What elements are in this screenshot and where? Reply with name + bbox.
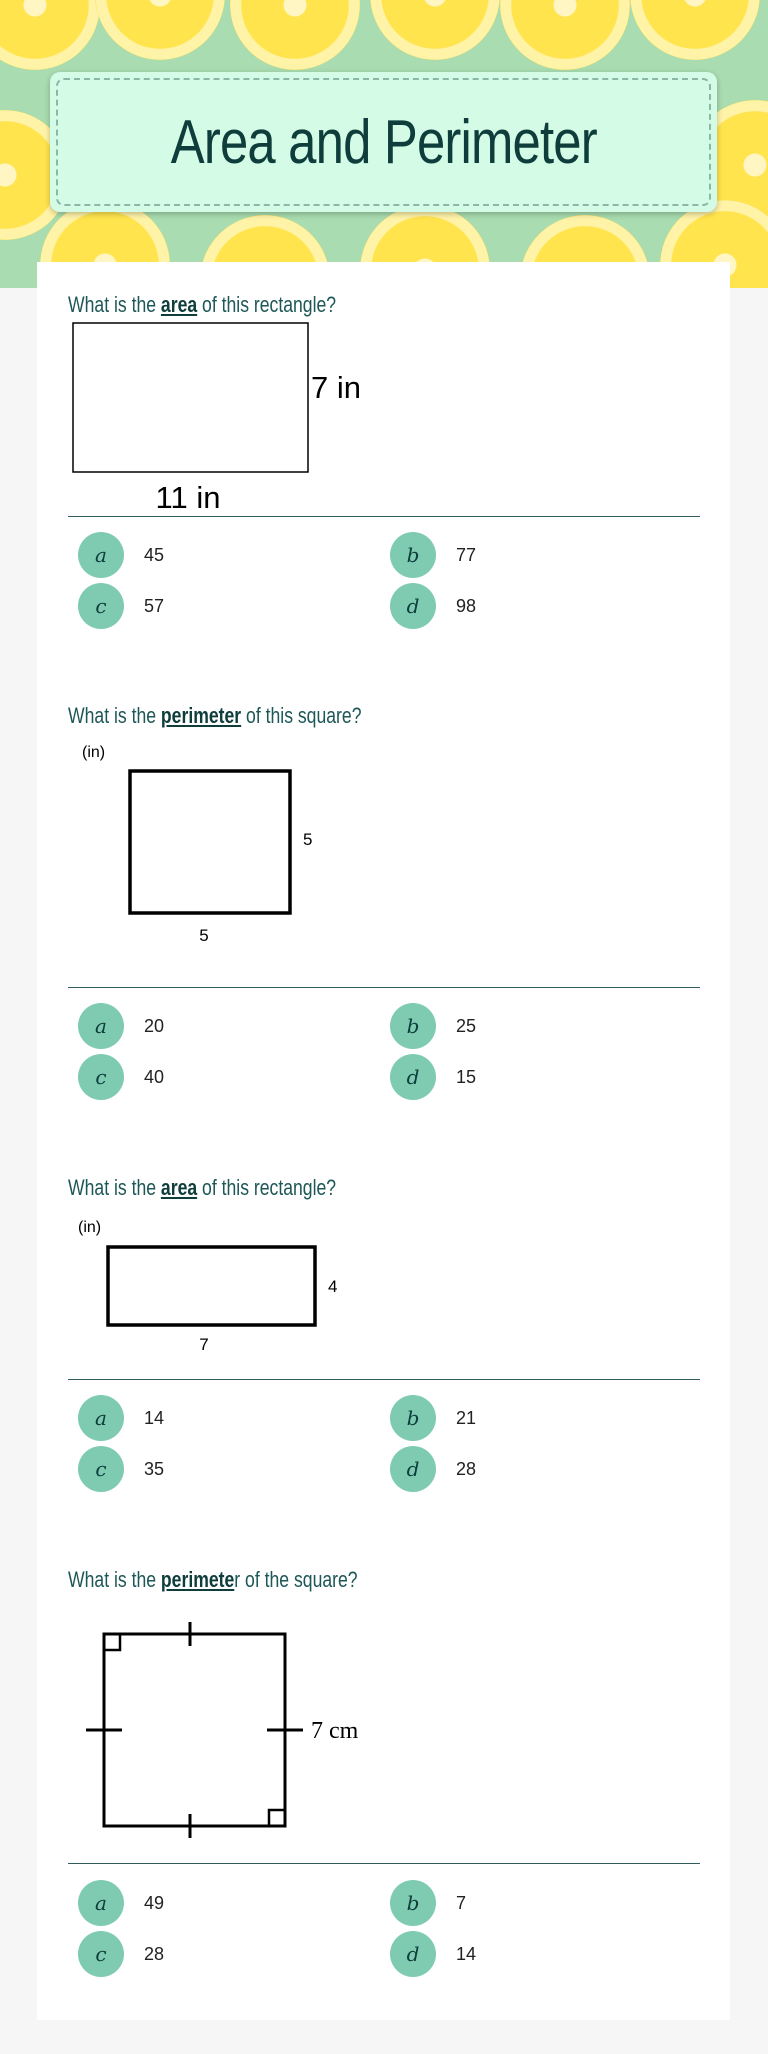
square-figure (68, 1617, 388, 1857)
question-prefix: What is the (68, 1175, 161, 1200)
width-label: 11 in (155, 480, 221, 510)
choice-a[interactable] (78, 1003, 164, 1049)
choice-letter-badge: a (78, 1395, 124, 1441)
height-label: 4 (328, 1277, 338, 1296)
title-card (50, 72, 717, 212)
choice-letter-badge: c (78, 1931, 124, 1977)
question-keyword: area (160, 1175, 198, 1200)
unit-label: (in) (78, 1219, 102, 1236)
rectangle-figure (68, 1213, 348, 1363)
choice-b[interactable] (390, 1003, 476, 1049)
title-dashed-frame (56, 78, 711, 206)
header-banner (0, 0, 768, 288)
choice-value: 28 (456, 1458, 477, 1479)
question-prefix: What is the (68, 1567, 161, 1592)
choice-letter-badge: d (390, 1446, 436, 1492)
question-1 (68, 290, 700, 650)
question-keyword: perimeter (160, 703, 242, 728)
rectangle-figure (68, 320, 388, 510)
right-angle-marker (269, 1810, 285, 1826)
height-label: 7 in (311, 370, 361, 405)
choice-letter-badge: b (390, 532, 436, 578)
choice-c[interactable] (78, 1054, 164, 1100)
rectangle-shape (73, 323, 308, 472)
choice-d[interactable] (390, 1054, 476, 1100)
choice-letter-badge: a (78, 1880, 124, 1926)
lemon-slice-decoration (95, 0, 225, 60)
square-shape (104, 1634, 285, 1826)
question-prefix: What is the (68, 292, 161, 317)
choice-b[interactable] (390, 1880, 466, 1926)
choice-d[interactable] (390, 583, 476, 629)
question-prefix: What is the (68, 703, 161, 728)
choice-c[interactable] (78, 1931, 164, 1977)
width-label: 7 (199, 1335, 209, 1354)
choice-letter-badge: a (78, 532, 124, 578)
choice-value: 20 (144, 1015, 165, 1036)
choice-value: 7 (456, 1892, 467, 1913)
choice-d[interactable] (390, 1931, 476, 1977)
choice-value: 35 (144, 1458, 165, 1479)
question-suffix: of this square? (241, 703, 362, 728)
choice-b[interactable] (390, 1395, 476, 1441)
divider (68, 516, 700, 517)
choice-letter-badge: b (390, 1395, 436, 1441)
question-text (68, 1565, 574, 1595)
choice-value: 15 (456, 1066, 477, 1087)
question-suffix: r of the square? (234, 1567, 358, 1592)
choice-c[interactable] (78, 583, 164, 629)
lemon-slice-decoration (230, 0, 360, 70)
choice-d[interactable] (390, 1446, 476, 1492)
question-keyword: area (160, 292, 198, 317)
choice-a[interactable] (78, 1880, 164, 1926)
question-keyword: perimete (160, 1567, 235, 1592)
choice-value: 57 (144, 595, 165, 616)
choice-a[interactable] (78, 532, 164, 578)
choice-value: 77 (456, 544, 477, 565)
choice-letter-badge: b (390, 1880, 436, 1926)
question-3 (68, 1173, 700, 1513)
question-4 (68, 1565, 700, 1985)
question-suffix: of this rectangle? (197, 1175, 337, 1200)
rectangle-shape (108, 1247, 315, 1325)
choice-value: 49 (144, 1892, 165, 1913)
page-title: Area and Perimeter (170, 107, 597, 177)
choice-value: 40 (144, 1066, 165, 1087)
right-angle-marker (104, 1634, 120, 1650)
unit-label: (in) (82, 744, 106, 761)
question-text (68, 1173, 574, 1203)
choice-value: 25 (456, 1015, 477, 1036)
choice-letter-badge: c (78, 1054, 124, 1100)
choice-value: 21 (456, 1407, 477, 1428)
choice-b[interactable] (390, 532, 476, 578)
lemon-slice-decoration (500, 0, 630, 70)
choice-value: 28 (144, 1943, 165, 1964)
width-label: 5 (199, 926, 209, 945)
divider (68, 987, 700, 988)
choice-letter-badge: d (390, 1931, 436, 1977)
divider (68, 1379, 700, 1380)
choice-a[interactable] (78, 1395, 164, 1441)
choice-letter-badge: c (78, 1446, 124, 1492)
choice-value: 45 (144, 544, 165, 565)
lemon-slice-decoration (370, 0, 500, 60)
question-suffix: of this rectangle? (197, 292, 337, 317)
question-text (68, 701, 574, 731)
square-figure (68, 739, 328, 949)
choice-letter-badge: a (78, 1003, 124, 1049)
choice-value: 14 (144, 1407, 165, 1428)
divider (68, 1863, 700, 1864)
lemon-slice-decoration (0, 0, 100, 70)
question-text (68, 290, 574, 320)
lemon-slice-decoration (630, 0, 760, 60)
choice-letter-badge: d (390, 1054, 436, 1100)
choice-c[interactable] (78, 1446, 164, 1492)
side-label: 7 cm (311, 1718, 359, 1744)
choice-letter-badge: d (390, 583, 436, 629)
choice-letter-badge: b (390, 1003, 436, 1049)
question-2 (68, 701, 700, 1101)
square-shape (130, 771, 290, 913)
choice-value: 98 (456, 595, 477, 616)
height-label: 5 (303, 830, 313, 849)
choice-value: 14 (456, 1943, 477, 1964)
choice-letter-badge: c (78, 583, 124, 629)
